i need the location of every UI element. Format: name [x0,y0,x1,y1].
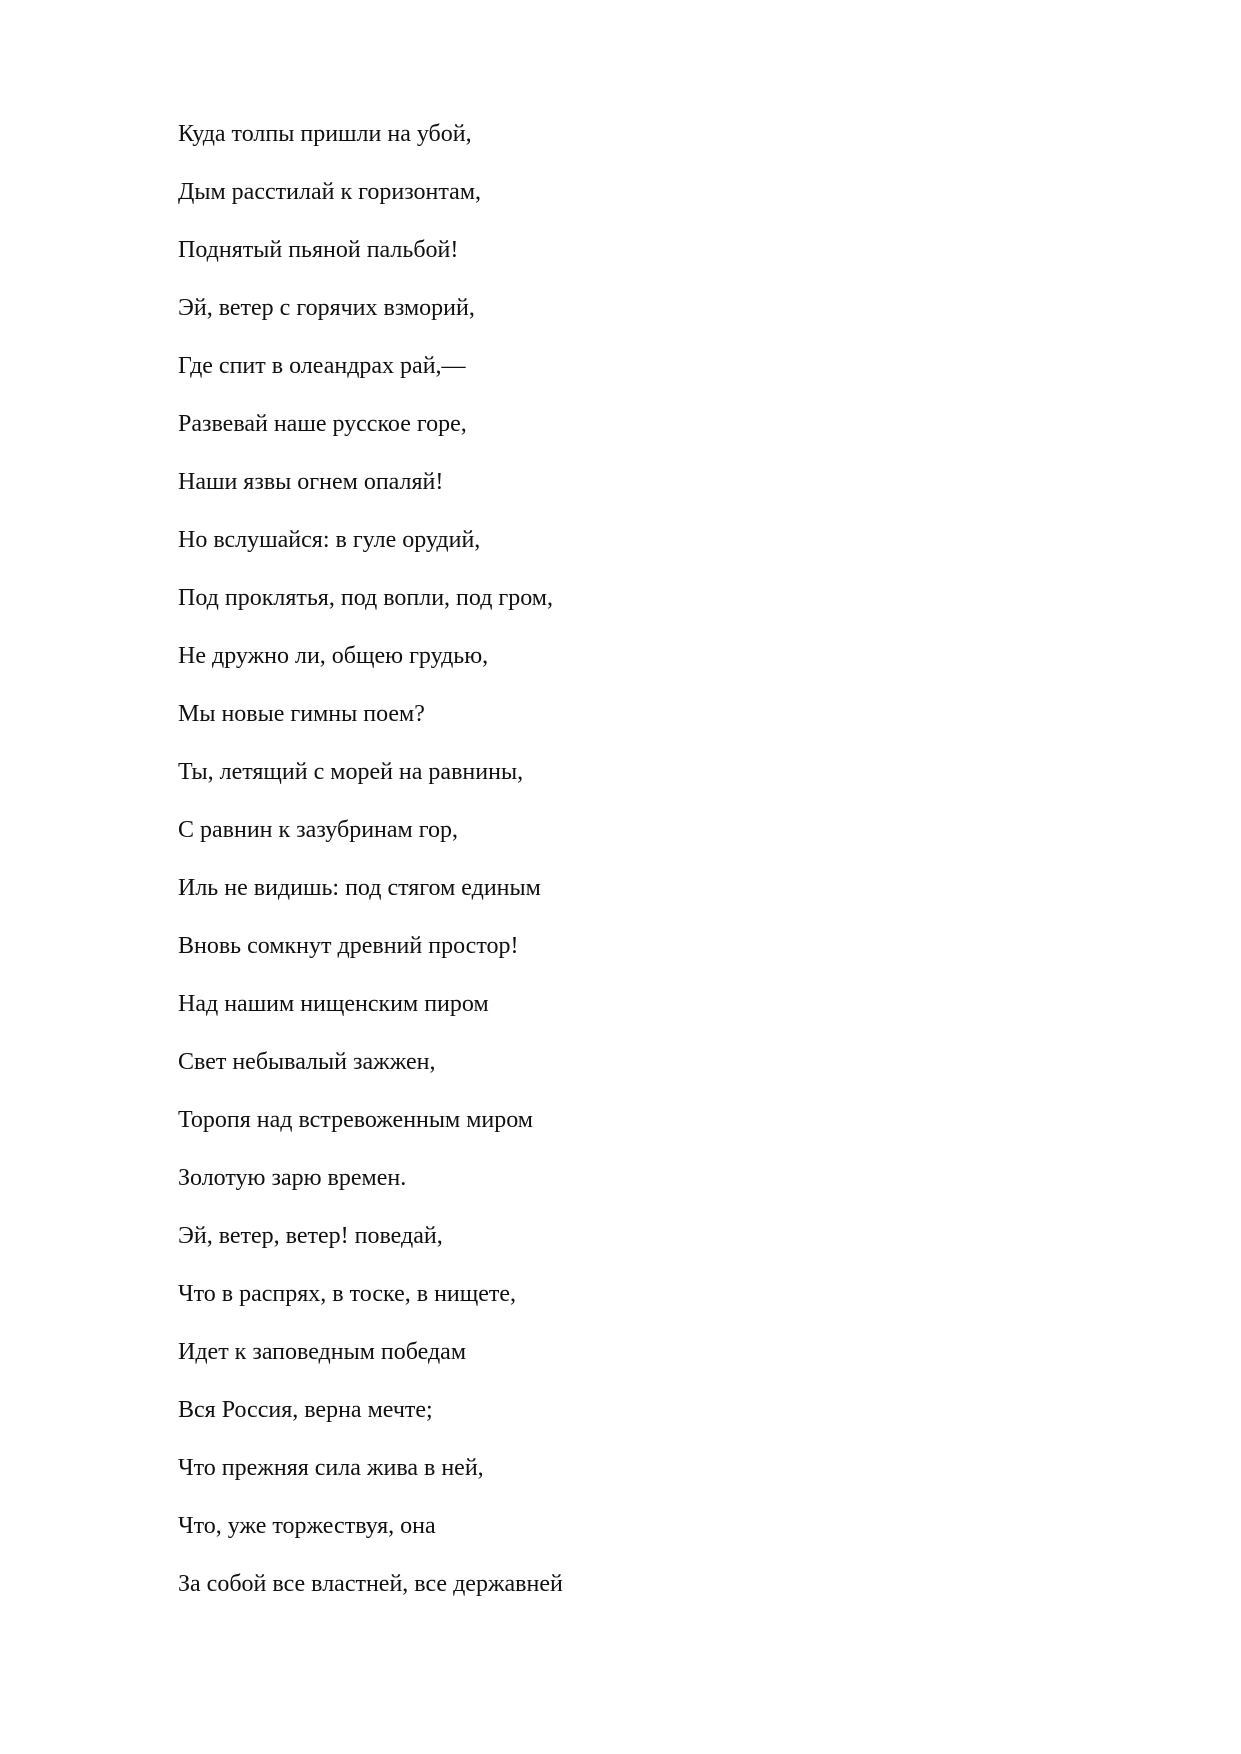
poem-line: Что, уже торжествуя, она [178,1513,436,1539]
poem-line: Вновь сомкнут древний простор! [178,933,519,959]
poem-line: Свет небывалый зажжен, [178,1049,436,1075]
poem-line: Дым расстилай к горизонтам, [178,179,481,205]
poem-line: Что в распрях, в тоске, в нищете, [178,1281,517,1307]
poem-line: С равнин к зазубринам гор, [178,817,458,843]
poem-line: Иль не видишь: под стягом единым [178,875,541,901]
poem-line: Золотую зарю времен. [178,1165,407,1191]
poem-line: За собой все властней, все державней [178,1571,563,1597]
poem-line: Эй, ветер с горячих взморий, [178,295,475,321]
poem-line: Поднятый пьяной пальбой! [178,237,459,263]
poem-line: Развевай наше русское горе, [178,411,467,437]
poem-line: Куда толпы пришли на убой, [178,121,472,147]
poem-line: Мы новые гимны поем? [178,701,425,727]
poem-line: Но вслушайся: в гуле орудий, [178,527,481,553]
poem-text [178,116,563,1624]
poem-line: Идет к заповедным победам [178,1339,467,1365]
poem-line: Ты, летящий с морей на равнины, [178,759,524,785]
poem-line: Эй, ветер, ветер! поведай, [178,1223,443,1249]
poem-line: Под проклятья, под вопли, под гром, [178,585,553,611]
poem-line: Где спит в олеандрах рай,— [178,353,466,379]
poem-line: Наши язвы огнем опаляй! [178,469,444,495]
poem-line: Что прежняя сила жива в ней, [178,1455,484,1481]
poem-line: Вся Россия, верна мечте; [178,1397,433,1423]
poem-line: Торопя над встревоженным миром [178,1107,533,1133]
poem-line: Не дружно ли, общею грудью, [178,643,489,669]
poem-line: Над нашим нищенским пиром [178,991,489,1017]
